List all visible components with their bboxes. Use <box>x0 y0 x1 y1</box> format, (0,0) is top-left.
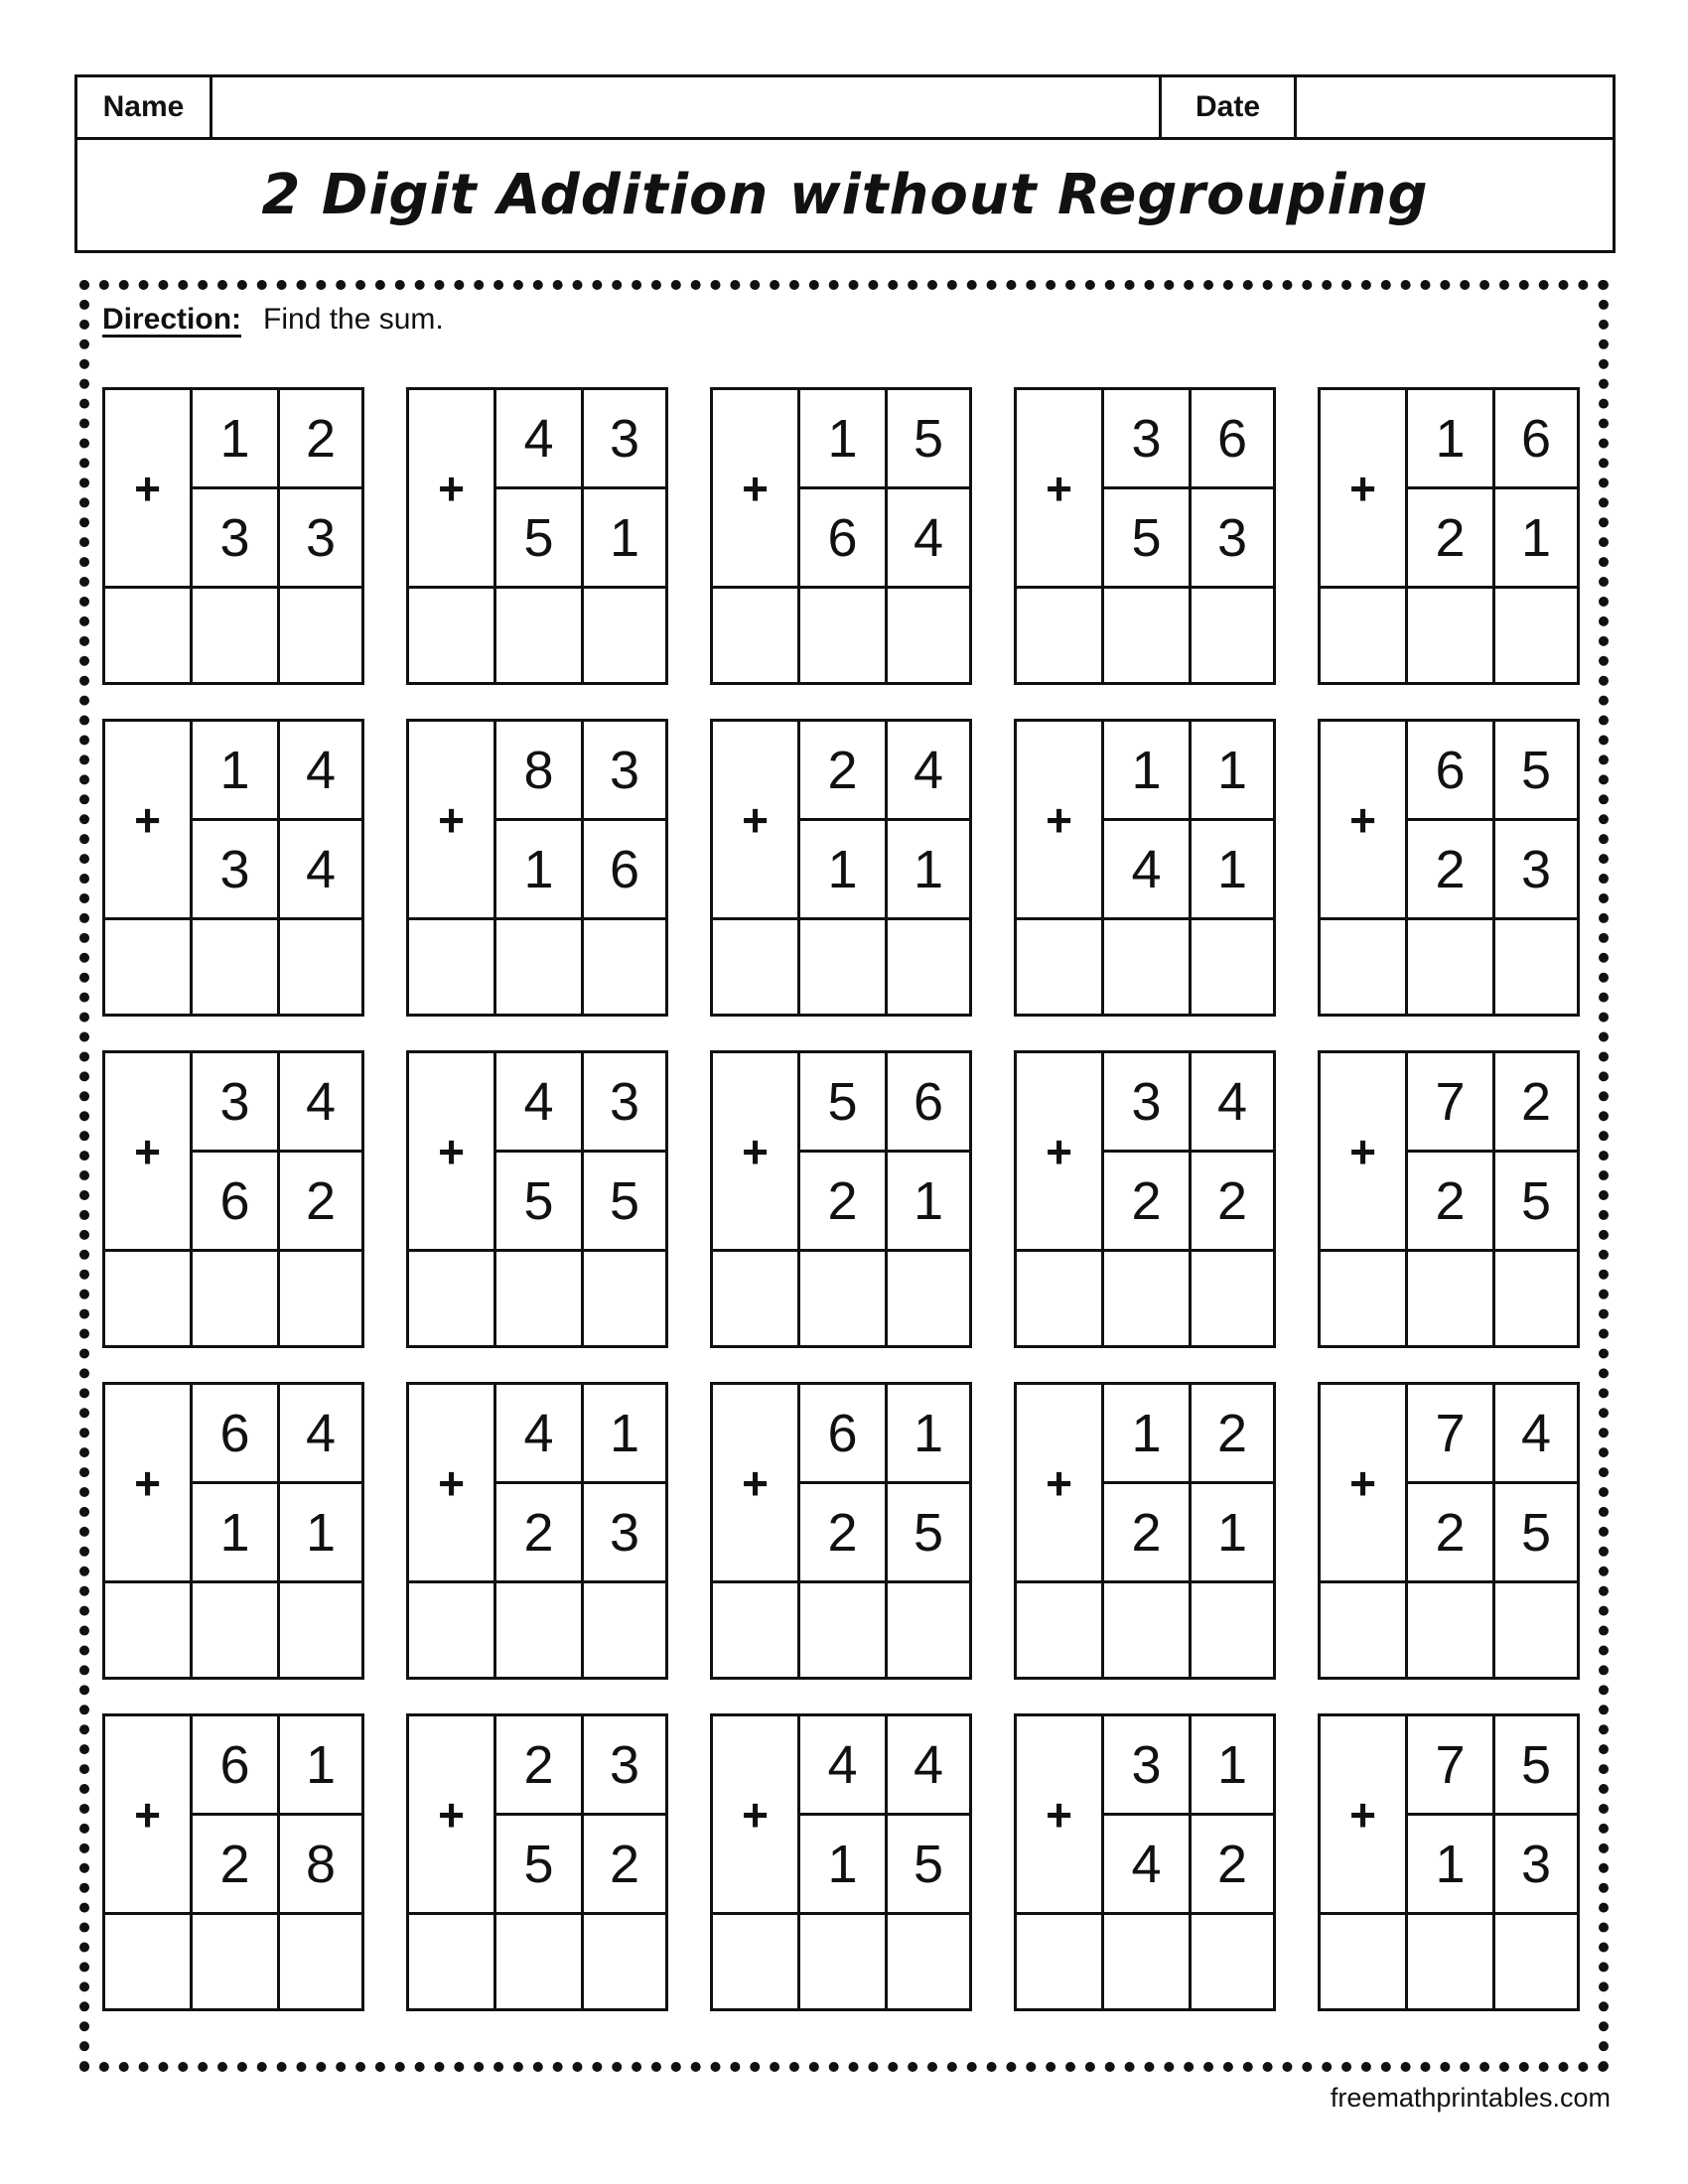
answer-tens-cell[interactable] <box>800 1915 888 2008</box>
addend-bottom-tens: 1 <box>193 1484 280 1583</box>
page-title: 2 Digit Addition without Regrouping <box>261 163 1429 227</box>
addend-bottom-ones: 3 <box>1495 821 1577 920</box>
addend-bottom-tens: 4 <box>1104 1816 1192 1915</box>
answer-hundreds-cell[interactable] <box>105 1915 193 2008</box>
answer-ones-cell[interactable] <box>888 589 969 682</box>
addend-bottom-ones: 6 <box>584 821 665 920</box>
answer-tens-cell[interactable] <box>1104 1915 1192 2008</box>
answer-hundreds-cell[interactable] <box>1321 1583 1408 1677</box>
answer-tens-cell[interactable] <box>496 920 584 1014</box>
answer-ones-cell[interactable] <box>1495 589 1577 682</box>
answer-hundreds-cell[interactable] <box>1017 589 1104 682</box>
name-label: Name <box>77 77 212 137</box>
addend-top-tens: 2 <box>800 722 888 821</box>
direction-text: Find the sum. <box>263 303 444 336</box>
addend-top-tens: 6 <box>1408 722 1495 821</box>
date-field[interactable] <box>1297 77 1613 137</box>
problem-box <box>102 1050 364 1348</box>
addend-top-ones: 5 <box>888 390 969 489</box>
answer-tens-cell[interactable] <box>496 589 584 682</box>
addend-bottom-tens: 6 <box>193 1153 280 1252</box>
plus-sign: + <box>105 722 193 920</box>
addend-top-tens: 1 <box>800 390 888 489</box>
plus-sign: + <box>713 1716 800 1915</box>
answer-ones-cell[interactable] <box>888 920 969 1014</box>
answer-tens-cell[interactable] <box>496 1252 584 1345</box>
answer-ones-cell[interactable] <box>1495 1583 1577 1677</box>
answer-ones-cell[interactable] <box>1192 1252 1273 1345</box>
addend-bottom-tens: 2 <box>800 1153 888 1252</box>
addend-top-tens: 7 <box>1408 1053 1495 1153</box>
addend-top-ones: 1 <box>280 1716 361 1816</box>
addend-bottom-ones: 2 <box>280 1153 361 1252</box>
answer-tens-cell[interactable] <box>1408 920 1495 1014</box>
plus-sign: + <box>105 1716 193 1915</box>
plus-sign: + <box>713 1385 800 1583</box>
problem-box <box>1014 719 1276 1017</box>
answer-ones-cell[interactable] <box>280 1252 361 1345</box>
addend-top-tens: 6 <box>193 1716 280 1816</box>
answer-tens-cell[interactable] <box>193 1252 280 1345</box>
addend-top-tens: 2 <box>496 1716 584 1816</box>
answer-tens-cell[interactable] <box>496 1915 584 2008</box>
addend-top-tens: 1 <box>1104 722 1192 821</box>
addend-top-ones: 2 <box>1495 1053 1577 1153</box>
problem-box <box>710 719 972 1017</box>
addend-top-ones: 4 <box>1192 1053 1273 1153</box>
answer-ones-cell[interactable] <box>888 1583 969 1677</box>
addend-top-ones: 4 <box>280 1385 361 1484</box>
plus-sign: + <box>1017 390 1104 589</box>
answer-hundreds-cell[interactable] <box>105 589 193 682</box>
addend-top-tens: 4 <box>496 1385 584 1484</box>
addend-bottom-tens: 2 <box>1408 489 1495 589</box>
answer-tens-cell[interactable] <box>496 1583 584 1677</box>
addend-top-ones: 5 <box>1495 1716 1577 1816</box>
problem-box <box>102 1382 364 1680</box>
answer-tens-cell[interactable] <box>800 920 888 1014</box>
addend-top-tens: 4 <box>800 1716 888 1816</box>
addend-top-tens: 1 <box>193 390 280 489</box>
plus-sign: + <box>105 390 193 589</box>
answer-tens-cell[interactable] <box>800 589 888 682</box>
problem-box <box>1014 1050 1276 1348</box>
addend-top-tens: 6 <box>193 1385 280 1484</box>
answer-tens-cell[interactable] <box>800 1252 888 1345</box>
problem-box <box>102 1713 364 2011</box>
addend-bottom-ones: 1 <box>584 489 665 589</box>
addend-bottom-ones: 8 <box>280 1816 361 1915</box>
answer-tens-cell[interactable] <box>1104 1252 1192 1345</box>
answer-ones-cell[interactable] <box>888 1252 969 1345</box>
addend-bottom-tens: 5 <box>496 489 584 589</box>
addend-top-tens: 4 <box>496 1053 584 1153</box>
addend-bottom-tens: 3 <box>193 489 280 589</box>
addend-top-ones: 6 <box>888 1053 969 1153</box>
addend-top-ones: 1 <box>888 1385 969 1484</box>
answer-ones-cell[interactable] <box>1192 920 1273 1014</box>
addend-top-ones: 3 <box>584 390 665 489</box>
addend-bottom-ones: 1 <box>1495 489 1577 589</box>
plus-sign: + <box>1321 1053 1408 1252</box>
answer-tens-cell[interactable] <box>193 1583 280 1677</box>
answer-hundreds-cell[interactable] <box>105 1252 193 1345</box>
addend-bottom-ones: 5 <box>888 1816 969 1915</box>
addend-top-ones: 6 <box>1192 390 1273 489</box>
answer-ones-cell[interactable] <box>280 920 361 1014</box>
plus-sign: + <box>1321 1385 1408 1583</box>
answer-hundreds-cell[interactable] <box>713 1252 800 1345</box>
answer-hundreds-cell[interactable] <box>1017 1583 1104 1677</box>
answer-tens-cell[interactable] <box>1104 589 1192 682</box>
answer-hundreds-cell[interactable] <box>713 1915 800 2008</box>
addend-bottom-tens: 2 <box>193 1816 280 1915</box>
answer-ones-cell[interactable] <box>584 1583 665 1677</box>
answer-hundreds-cell[interactable] <box>409 920 496 1014</box>
addend-top-tens: 1 <box>193 722 280 821</box>
addend-bottom-ones: 5 <box>1495 1153 1577 1252</box>
name-date-row <box>77 77 1613 140</box>
answer-hundreds-cell[interactable] <box>1017 1252 1104 1345</box>
addend-bottom-tens: 2 <box>800 1484 888 1583</box>
direction-label: Direction: <box>102 303 242 336</box>
answer-hundreds-cell[interactable] <box>1017 920 1104 1014</box>
addend-top-tens: 3 <box>1104 1053 1192 1153</box>
problem-box <box>1014 387 1276 685</box>
addend-top-ones: 2 <box>1192 1385 1273 1484</box>
answer-hundreds-cell[interactable] <box>409 1915 496 2008</box>
answer-tens-cell[interactable] <box>1408 1583 1495 1677</box>
problem-box <box>1318 1050 1580 1348</box>
addend-top-ones: 5 <box>1495 722 1577 821</box>
addend-top-ones: 3 <box>584 1716 665 1816</box>
addend-top-tens: 1 <box>1408 390 1495 489</box>
answer-ones-cell[interactable] <box>584 1252 665 1345</box>
date-label: Date <box>1162 77 1297 137</box>
problem-box <box>1318 719 1580 1017</box>
answer-hundreds-cell[interactable] <box>1321 1252 1408 1345</box>
addend-bottom-tens: 1 <box>800 1816 888 1915</box>
addend-bottom-tens: 2 <box>1408 1484 1495 1583</box>
problem-box <box>102 387 364 685</box>
plus-sign: + <box>713 1053 800 1252</box>
addend-top-tens: 7 <box>1408 1716 1495 1816</box>
name-field[interactable] <box>212 77 1162 137</box>
addend-bottom-tens: 2 <box>1408 821 1495 920</box>
problem-box <box>710 387 972 685</box>
plus-sign: + <box>409 1385 496 1583</box>
answer-ones-cell[interactable] <box>1192 1583 1273 1677</box>
answer-ones-cell[interactable] <box>584 589 665 682</box>
problem-box <box>406 719 668 1017</box>
answer-hundreds-cell[interactable] <box>105 920 193 1014</box>
answer-ones-cell[interactable] <box>1495 1252 1577 1345</box>
plus-sign: + <box>409 390 496 589</box>
addend-top-tens: 4 <box>496 390 584 489</box>
addend-bottom-tens: 5 <box>496 1816 584 1915</box>
addend-bottom-tens: 4 <box>1104 821 1192 920</box>
problem-box <box>102 719 364 1017</box>
addend-top-tens: 5 <box>800 1053 888 1153</box>
addend-bottom-ones: 5 <box>1495 1484 1577 1583</box>
answer-tens-cell[interactable] <box>193 589 280 682</box>
answer-hundreds-cell[interactable] <box>1017 1915 1104 2008</box>
addend-bottom-ones: 5 <box>584 1153 665 1252</box>
problem-box <box>406 1382 668 1680</box>
answer-hundreds-cell[interactable] <box>713 1583 800 1677</box>
addend-top-tens: 8 <box>496 722 584 821</box>
addend-bottom-tens: 1 <box>800 821 888 920</box>
plus-sign: + <box>1017 1716 1104 1915</box>
addend-top-tens: 3 <box>193 1053 280 1153</box>
answer-ones-cell[interactable] <box>280 1915 361 2008</box>
addend-bottom-tens: 6 <box>800 489 888 589</box>
addend-top-ones: 1 <box>1192 1716 1273 1816</box>
addend-bottom-tens: 2 <box>1104 1484 1192 1583</box>
addend-bottom-ones: 2 <box>584 1816 665 1915</box>
answer-tens-cell[interactable] <box>1408 589 1495 682</box>
problem-box <box>710 1050 972 1348</box>
addend-top-ones: 4 <box>280 1053 361 1153</box>
plus-sign: + <box>1017 722 1104 920</box>
addend-top-tens: 3 <box>1104 390 1192 489</box>
answer-tens-cell[interactable] <box>193 1915 280 2008</box>
addend-top-ones: 4 <box>280 722 361 821</box>
answer-hundreds-cell[interactable] <box>1321 920 1408 1014</box>
plus-sign: + <box>105 1385 193 1583</box>
addend-bottom-ones: 2 <box>1192 1816 1273 1915</box>
problem-grid <box>102 387 1580 2011</box>
plus-sign: + <box>1321 722 1408 920</box>
plus-sign: + <box>105 1053 193 1252</box>
addend-bottom-ones: 3 <box>584 1484 665 1583</box>
problem-box <box>710 1382 972 1680</box>
plus-sign: + <box>1017 1053 1104 1252</box>
answer-tens-cell[interactable] <box>193 920 280 1014</box>
plus-sign: + <box>409 1053 496 1252</box>
addend-bottom-ones: 3 <box>1192 489 1273 589</box>
addend-bottom-ones: 1 <box>280 1484 361 1583</box>
addend-bottom-tens: 1 <box>496 821 584 920</box>
addend-top-tens: 7 <box>1408 1385 1495 1484</box>
addend-bottom-ones: 1 <box>1192 821 1273 920</box>
answer-ones-cell[interactable] <box>1495 1915 1577 2008</box>
answer-hundreds-cell[interactable] <box>409 589 496 682</box>
answer-ones-cell[interactable] <box>584 1915 665 2008</box>
addend-bottom-tens: 1 <box>1408 1816 1495 1915</box>
answer-tens-cell[interactable] <box>1104 920 1192 1014</box>
addend-top-ones: 4 <box>888 1716 969 1816</box>
addend-top-ones: 4 <box>888 722 969 821</box>
plus-sign: + <box>409 1716 496 1915</box>
addend-bottom-ones: 5 <box>888 1484 969 1583</box>
worksheet-header <box>74 74 1616 253</box>
addend-top-tens: 6 <box>800 1385 888 1484</box>
answer-ones-cell[interactable] <box>1192 589 1273 682</box>
addend-top-ones: 1 <box>1192 722 1273 821</box>
addend-bottom-tens: 2 <box>1104 1153 1192 1252</box>
addend-bottom-tens: 5 <box>496 1153 584 1252</box>
addend-top-ones: 2 <box>280 390 361 489</box>
answer-tens-cell[interactable] <box>1104 1583 1192 1677</box>
addend-bottom-tens: 3 <box>193 821 280 920</box>
answer-ones-cell[interactable] <box>584 920 665 1014</box>
direction <box>102 303 444 337</box>
answer-hundreds-cell[interactable] <box>409 1583 496 1677</box>
addend-bottom-ones: 1 <box>1192 1484 1273 1583</box>
addend-bottom-tens: 2 <box>1408 1153 1495 1252</box>
addend-bottom-ones: 1 <box>888 821 969 920</box>
answer-tens-cell[interactable] <box>1408 1915 1495 2008</box>
answer-hundreds-cell[interactable] <box>1321 589 1408 682</box>
problem-box <box>1318 387 1580 685</box>
problem-box <box>1318 1713 1580 2011</box>
plus-sign: + <box>409 722 496 920</box>
addend-bottom-tens: 5 <box>1104 489 1192 589</box>
answer-ones-cell[interactable] <box>280 589 361 682</box>
answer-hundreds-cell[interactable] <box>1321 1915 1408 2008</box>
plus-sign: + <box>1017 1385 1104 1583</box>
problem-box <box>406 1050 668 1348</box>
footer-site: freemathprintables.com <box>1330 2083 1611 2113</box>
plus-sign: + <box>1321 390 1408 589</box>
answer-ones-cell[interactable] <box>1495 920 1577 1014</box>
plus-sign: + <box>713 390 800 589</box>
answer-ones-cell[interactable] <box>888 1915 969 2008</box>
addend-bottom-ones: 2 <box>1192 1153 1273 1252</box>
addend-top-tens: 1 <box>1104 1385 1192 1484</box>
answer-hundreds-cell[interactable] <box>713 589 800 682</box>
addend-bottom-ones: 1 <box>888 1153 969 1252</box>
addend-bottom-tens: 2 <box>496 1484 584 1583</box>
addend-bottom-ones: 4 <box>888 489 969 589</box>
answer-tens-cell[interactable] <box>800 1583 888 1677</box>
answer-tens-cell[interactable] <box>1408 1252 1495 1345</box>
plus-sign: + <box>1321 1716 1408 1915</box>
addend-top-ones: 3 <box>584 1053 665 1153</box>
addend-bottom-ones: 3 <box>1495 1816 1577 1915</box>
problem-box <box>1014 1382 1276 1680</box>
answer-hundreds-cell[interactable] <box>409 1252 496 1345</box>
addend-bottom-ones: 4 <box>280 821 361 920</box>
answer-hundreds-cell[interactable] <box>713 920 800 1014</box>
answer-ones-cell[interactable] <box>280 1583 361 1677</box>
addend-top-ones: 4 <box>1495 1385 1577 1484</box>
plus-sign: + <box>713 722 800 920</box>
addend-top-ones: 1 <box>584 1385 665 1484</box>
answer-ones-cell[interactable] <box>1192 1915 1273 2008</box>
problem-box <box>710 1713 972 2011</box>
problem-box <box>1318 1382 1580 1680</box>
answer-hundreds-cell[interactable] <box>105 1583 193 1677</box>
addend-top-ones: 6 <box>1495 390 1577 489</box>
addend-top-ones: 3 <box>584 722 665 821</box>
problem-box <box>406 387 668 685</box>
addend-bottom-ones: 3 <box>280 489 361 589</box>
problem-box <box>1014 1713 1276 2011</box>
addend-top-tens: 3 <box>1104 1716 1192 1816</box>
problem-box <box>406 1713 668 2011</box>
